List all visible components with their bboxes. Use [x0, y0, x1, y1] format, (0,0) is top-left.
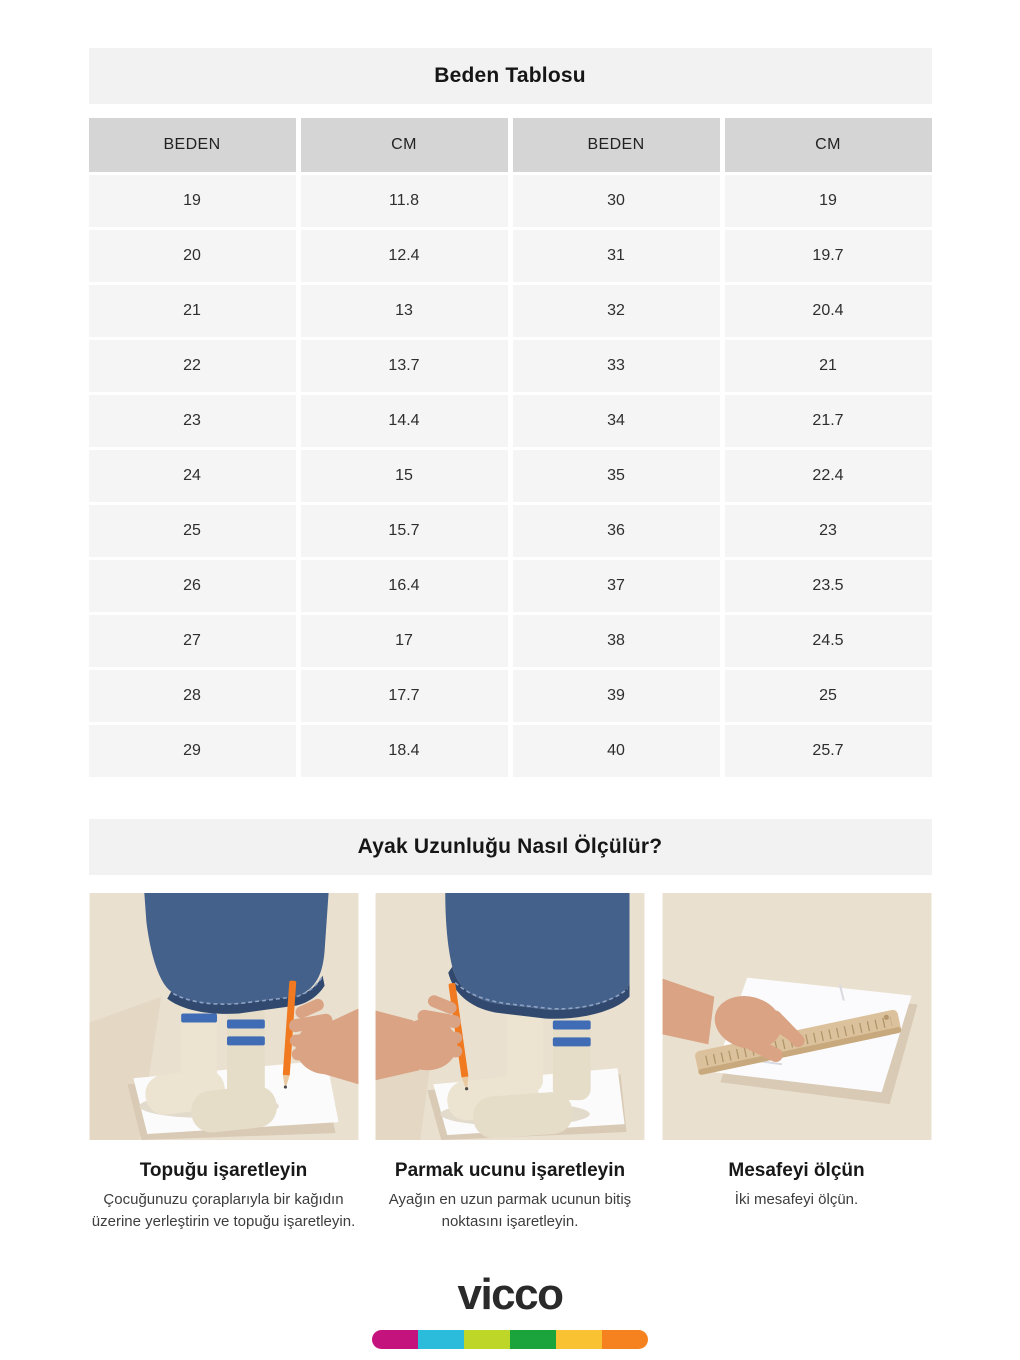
size-cell: 35: [513, 450, 720, 502]
size-cell: 15.7: [301, 505, 508, 557]
measure-distance-photo: [662, 893, 932, 1140]
card-title: Mesafeyi ölçün: [728, 1160, 865, 1181]
size-cell: 23: [725, 505, 932, 557]
size-cell: 11.8: [301, 175, 508, 227]
size-cell: 13.7: [301, 340, 508, 392]
size-cell: 25: [725, 670, 932, 722]
size-cell: 37: [513, 560, 720, 612]
size-cell: 25.7: [725, 725, 932, 777]
size-cell: 19.7: [725, 230, 932, 282]
size-cell: 17: [301, 615, 508, 667]
column-header-cm-1: CM: [301, 118, 508, 172]
brand-footer: [89, 1269, 932, 1349]
size-cell: 20.4: [725, 285, 932, 337]
size-cell: 25: [89, 505, 296, 557]
instruction-cards: [89, 893, 932, 1233]
size-cell: 18.4: [301, 725, 508, 777]
size-cell: 27: [89, 615, 296, 667]
size-cell: 19: [89, 175, 296, 227]
size-cell: 22: [89, 340, 296, 392]
size-cell: 28: [89, 670, 296, 722]
color-segment: [464, 1330, 510, 1349]
size-table: [89, 118, 932, 777]
color-segment: [602, 1330, 648, 1349]
column-header-beden-2: BEDEN: [513, 118, 720, 172]
content-column: [89, 48, 932, 1349]
column-header-cm-2: CM: [725, 118, 932, 172]
size-cell: 23.5: [725, 560, 932, 612]
color-segment: [556, 1330, 602, 1349]
size-cell: 21: [89, 285, 296, 337]
size-cell: 12.4: [301, 230, 508, 282]
size-cell: 21.7: [725, 395, 932, 447]
color-segment: [418, 1330, 464, 1349]
size-cell: 23: [89, 395, 296, 447]
size-cell: 36: [513, 505, 720, 557]
card-title: Topuğu işaretleyin: [139, 1160, 308, 1181]
vicco-logo: vicco: [457, 1269, 563, 1319]
size-table-title: Beden Tablosu: [89, 48, 932, 104]
brand-color-bar: [372, 1330, 648, 1349]
size-cell: 38: [513, 615, 720, 667]
card-title: Parmak ucunu işaretleyin: [394, 1160, 626, 1181]
size-cell: 22.4: [725, 450, 932, 502]
instruction-card-mark-toe: [375, 893, 645, 1233]
size-cell: 24.5: [725, 615, 932, 667]
size-cell: 24: [89, 450, 296, 502]
size-cell: 19: [725, 175, 932, 227]
size-cell: 16.4: [301, 560, 508, 612]
instruction-card-measure-distance: [662, 893, 932, 1233]
size-cell: 31: [513, 230, 720, 282]
size-cell: 13: [301, 285, 508, 337]
size-cell: 29: [89, 725, 296, 777]
card-description: İki mesafeyi ölçün.: [734, 1191, 859, 1208]
mark-heel-photo: [89, 893, 359, 1140]
size-cell: 14.4: [301, 395, 508, 447]
column-header-beden-1: BEDEN: [89, 118, 296, 172]
size-cell: 17.7: [301, 670, 508, 722]
size-cell: 15: [301, 450, 508, 502]
size-cell: 32: [513, 285, 720, 337]
size-cell: 40: [513, 725, 720, 777]
mark-toe-photo: [375, 893, 645, 1140]
instruction-card-mark-heel: [89, 893, 359, 1233]
card-description: Çocuğunuzu çoraplarıyla bir kağıdın üzerine yerleştirin ve topuğu işaretleyin.: [91, 1191, 356, 1230]
size-cell: 30: [513, 175, 720, 227]
size-cell: 39: [513, 670, 720, 722]
size-cell: 34: [513, 395, 720, 447]
measure-section-title: Ayak Uzunluğu Nasıl Ölçülür?: [89, 819, 932, 875]
color-segment: [510, 1330, 556, 1349]
size-cell: 21: [725, 340, 932, 392]
card-description: Ayağın en uzun parmak ucunun bitiş noktasını işaretleyin.: [388, 1191, 632, 1230]
size-cell: 26: [89, 560, 296, 612]
size-cell: 20: [89, 230, 296, 282]
color-segment: [372, 1330, 418, 1349]
size-cell: 33: [513, 340, 720, 392]
